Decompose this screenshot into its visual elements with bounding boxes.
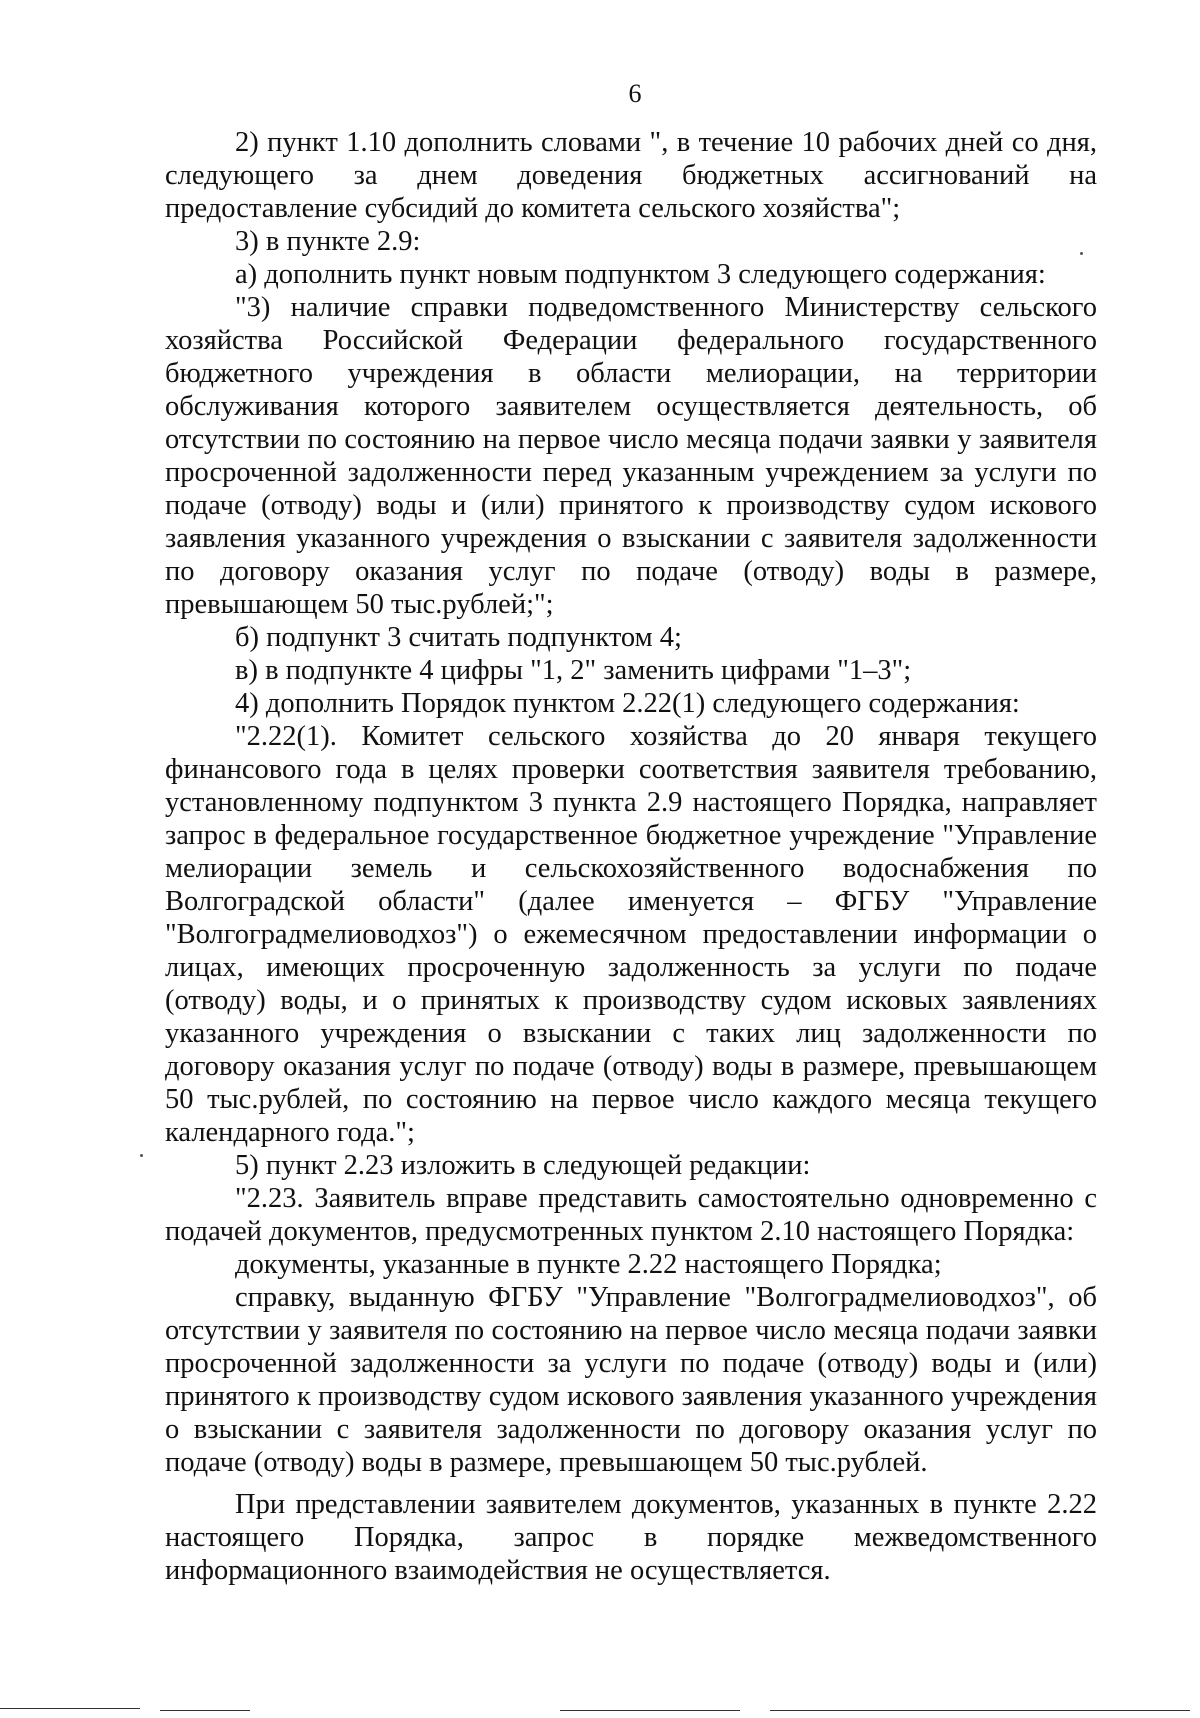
paragraph-subitem-a: а) дополнить пункт новым подпунктом 3 следующего содержания: <box>235 259 1046 290</box>
paragraph-quoted-subitem-3: "3) наличие справки подведомственного Министерству сельского хозяйства Российской Федерации федерального государственного бюджетного учреждения в области мелиорации, на территории обслуживания которого заявителем осуществляется деятельность, об отсутствии по состоянию на первое число месяца подачи заявки у заявителя просроченной задолженности перед указанным учреждением за услуги по подаче (отводу) воды и (или) принятого к производству судом искового заявления указанного учреждения о взыскании с заявителя задолженности по договору оказания услуг по подаче (отводу) воды в размере, превышающем 50 тыс.рублей;"; <box>165 292 1097 620</box>
page-number: 6 <box>628 79 642 108</box>
scan-artifact-line <box>770 1710 1190 1711</box>
paragraph-subitem-b: б) подпункт 3 считать подпунктом 4; <box>235 622 682 653</box>
paragraph-item-2: 2) пункт 1.10 дополнить словами ", в течение 10 рабочих дней со дня, следующего за днем доведения бюджетных ассигнований на предоставление субсидий до комитета сельского хозяйства"; <box>165 127 1097 224</box>
paragraph-subitem-v: в) в подпункте 4 цифры "1, 2" заменить цифрами "1–3"; <box>235 655 912 686</box>
paragraph-documents: документы, указанные в пункте 2.22 настоящего Порядка; <box>235 1249 942 1280</box>
document-body <box>165 126 1097 1587</box>
scan-artifact-line <box>160 1710 250 1711</box>
scan-artifact-line <box>0 1708 140 1709</box>
paragraph-certificate: справку, выданную ФГБУ "Управление "Волгоградмелиоводхоз", об отсутствии у заявителя по состоянию на первое число месяца подачи заявки просроченной задолженности за услуги по подаче (отводу) воды и (или) принятого к производству судом искового заявления указанного учреждения о взыскании с заявителя задолженности по договору оказания услуг по подаче (отводу) воды в размере, превышающем 50 тыс.рублей. <box>165 1282 1097 1478</box>
paragraph-quoted-2-23: "2.23. Заявитель вправе представить самостоятельно одновременно с подачей документов, предусмотренных пунктом 2.10 настоящего Порядка: <box>165 1183 1097 1247</box>
scan-artifact-dot <box>1080 252 1083 255</box>
scan-artifact-dot <box>140 1154 143 1157</box>
paragraph-final: При представлении заявителем документов, указанных в пункте 2.22 настоящего Порядка, запрос в порядке межведомственного информационного взаимодействия не осуществляется. <box>165 1489 1097 1586</box>
paragraph-item-5: 5) пункт 2.23 изложить в следующей редакции: <box>235 1150 811 1181</box>
scan-artifact-line <box>560 1710 740 1711</box>
paragraph-item-4: 4) дополнить Порядок пунктом 2.22(1) следующего содержания: <box>235 688 1020 719</box>
paragraph-item-3: 3) в пункте 2.9: <box>235 226 421 257</box>
paragraph-quoted-2-22-1: "2.22(1). Комитет сельского хозяйства до 20 января текущего финансового года в целях проверки соответствия заявителя требованию, установленному подпунктом 3 пункта 2.9 настоящего Порядка, направляет запрос в федеральное государственное бюджетное учреждение "Управление мелиорации земель и сельскохозяйственного водоснабжения по Волгоградской области" (далее именуется – ФГБУ "Управление "Волгоградмелиоводхоз") о ежемесячном предоставлении информации о лицах, имеющих просроченную задолженность за услуги по подаче (отводу) воды, и о принятых к производству судом исковых заявлениях указанного учреждения о взыскании с таких лиц задолженности по договору оказания услуг по подаче (отводу) воды в размере, превышающем 50 тыс.рублей, по состоянию на первое число каждого месяца текущего календарного года."; <box>165 721 1097 1148</box>
